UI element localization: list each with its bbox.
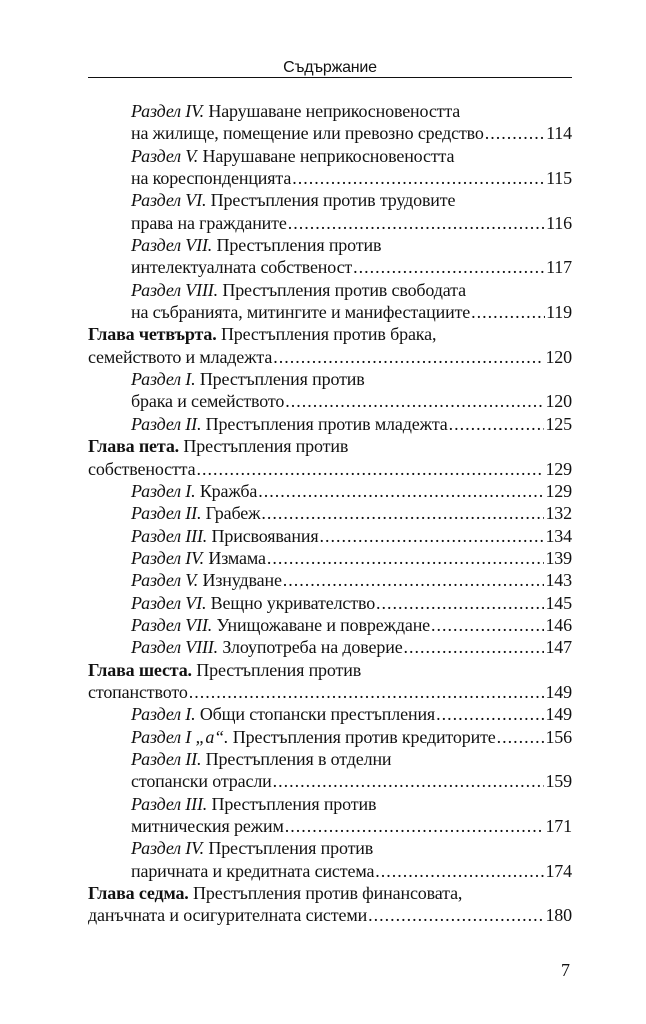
entry-title: Изнудване (202, 570, 282, 591)
page-number: 7 (561, 960, 570, 980)
entry-title: Престъпления против (211, 793, 377, 814)
toc-entry-line (88, 279, 572, 301)
entry-title: Общи стопански престъпления (199, 704, 436, 725)
entry-title-continued: стопанството (88, 681, 188, 702)
dot-leader (436, 703, 544, 725)
entry-title-continued: на кореспонденцията (131, 168, 292, 189)
toc-entry-line (88, 346, 572, 368)
dot-leader (471, 301, 545, 323)
toc-page-number: 120 (545, 391, 572, 412)
toc-page-number: 139 (545, 547, 572, 568)
toc-page-number: 145 (545, 592, 572, 613)
dot-leader (497, 726, 545, 748)
dot-leader (288, 212, 545, 234)
entry-title: Вещно укривателство (210, 592, 376, 613)
dot-leader (285, 390, 544, 412)
toc-entry-line (88, 659, 572, 681)
entry-title: Кражба (199, 480, 258, 501)
dot-leader (375, 860, 544, 882)
toc-entry-line (88, 234, 572, 256)
section-label: Раздел VIII. (131, 279, 218, 300)
dot-leader (353, 256, 545, 278)
entry-title: Грабеж (205, 503, 261, 524)
entry-title-continued: интелектуалната собственост (131, 257, 353, 278)
section-label: Раздел VII. (131, 614, 213, 635)
entry-title: Унищожаване и повреждане (216, 614, 431, 635)
section-label: Раздел II. (131, 748, 202, 769)
chapter-label: Глава четвърта. (88, 324, 217, 345)
toc-entry-line (88, 592, 572, 614)
toc-entry-line (88, 726, 572, 748)
toc-entry-line (88, 770, 572, 792)
toc-page-number: 134 (545, 525, 572, 546)
toc-entry-line (88, 793, 572, 815)
entry-title: Престъпления против (183, 436, 349, 457)
toc-page-number: 146 (545, 614, 572, 635)
dot-leader (258, 480, 544, 502)
toc-entry-line (88, 100, 572, 122)
entry-title: Престъпления против (208, 838, 374, 859)
entry-title: Престъпления против (216, 235, 382, 256)
toc-entry-line (88, 301, 572, 323)
toc-page-number: 120 (545, 346, 572, 367)
toc-entry-line (88, 547, 572, 569)
toc-entry-line (88, 748, 572, 770)
toc-entry-line (88, 502, 572, 524)
toc-entry-line (88, 167, 572, 189)
section-label: Раздел I „а“. (131, 726, 229, 747)
toc-page-number: 149 (545, 681, 572, 702)
entry-title: Престъпления против свободата (222, 279, 466, 300)
toc-page-number: 116 (546, 212, 572, 233)
toc-entry-line (88, 860, 572, 882)
entry-title: Присвоявания (211, 525, 319, 546)
toc-page-number: 129 (545, 480, 572, 501)
entry-title: Престъпления против (199, 369, 365, 390)
section-label: Раздел V. (131, 145, 199, 166)
section-label: Раздел IV. (131, 547, 204, 568)
entry-title: Престъпления против (196, 659, 362, 680)
toc-page-number: 143 (545, 570, 572, 591)
section-label: Раздел VI. (131, 592, 207, 613)
entry-title: Престъпления против младежта (205, 413, 448, 434)
dot-leader (449, 413, 545, 435)
toc-entry-line (88, 904, 572, 926)
section-label: Раздел III. (131, 793, 208, 814)
table-of-contents (88, 100, 572, 927)
toc-entry-line (88, 145, 572, 167)
toc-entry-line (88, 525, 572, 547)
dot-leader (431, 614, 544, 636)
entry-title: Престъпления против кредиторите (232, 726, 496, 747)
entry-title: Престъпления против трудовите (210, 190, 456, 211)
section-label: Раздел VI. (131, 190, 207, 211)
toc-entry-line (88, 122, 572, 144)
entry-title: Нарушаване неприкосновеността (208, 101, 461, 121)
toc-entry-line (88, 815, 572, 837)
toc-page-number: 156 (545, 726, 572, 747)
dot-leader (273, 346, 544, 368)
chapter-label: Глава седма. (88, 883, 189, 904)
toc-entry-line (88, 882, 572, 904)
toc-entry-line (88, 681, 572, 703)
section-label: Раздел I. (131, 480, 196, 501)
toc-entry-line (88, 703, 572, 725)
entry-title-continued: на жилище, помещение или превозно средство (131, 123, 484, 144)
running-header: Съдържание (283, 59, 377, 76)
dot-leader (292, 167, 545, 189)
toc-page-number: 149 (545, 704, 572, 725)
toc-page-number: 159 (545, 771, 572, 792)
entry-title: Престъпления в отделни (205, 748, 392, 769)
dot-leader (283, 569, 545, 591)
toc-page-number: 114 (546, 123, 572, 144)
toc-page-number: 129 (545, 458, 572, 479)
toc-page-number: 125 (545, 413, 572, 434)
section-label: Раздел III. (131, 525, 208, 546)
toc-page-number: 132 (545, 503, 572, 524)
toc-entry-line (88, 569, 572, 591)
section-label: Раздел II. (131, 413, 202, 434)
section-label: Раздел VIII. (131, 637, 218, 658)
entry-title: Злоупотреба на доверие (222, 637, 403, 658)
dot-leader (189, 681, 545, 703)
entry-title-continued: собствеността (88, 458, 196, 479)
header-rule (88, 77, 572, 78)
toc-page-number: 147 (545, 637, 572, 658)
entry-title-continued: данъчната и осигурителната системи (88, 905, 368, 926)
section-label: Раздел V. (131, 570, 199, 591)
toc-entry-line (88, 368, 572, 390)
dot-leader (261, 502, 544, 524)
toc-entry-line (88, 435, 572, 457)
dot-leader (196, 458, 544, 480)
toc-page-number: 171 (545, 816, 572, 836)
entry-title-continued: митническия режим (131, 816, 284, 836)
section-label: Раздел II. (131, 503, 202, 524)
dot-leader (404, 636, 545, 658)
entry-title: Престъпления против брака, (220, 324, 437, 345)
toc-page-number: 180 (545, 905, 572, 926)
entry-title: Престъпления против финансовата, (193, 883, 463, 904)
section-label: Раздел IV. (131, 838, 204, 859)
entry-title-continued: паричната и кредитната система (131, 860, 375, 881)
dot-leader (368, 904, 544, 926)
dot-leader (285, 815, 545, 837)
entry-title: Нарушаване неприкосновеността (202, 145, 455, 166)
toc-entry-line (88, 390, 572, 412)
entry-title-continued: семейството и младежта (88, 346, 273, 367)
toc-entry-line (88, 256, 572, 278)
dot-leader (485, 122, 545, 144)
toc-page-number: 174 (545, 860, 572, 881)
chapter-label: Глава пета. (88, 436, 180, 457)
entry-title-continued: стопански отрасли (131, 771, 272, 792)
toc-page-number: 115 (546, 168, 572, 189)
entry-title: Измама (208, 547, 266, 568)
toc-entry-line (88, 413, 572, 435)
entry-title-continued: на събранията, митингите и манифестациите (131, 302, 471, 323)
dot-leader (273, 770, 545, 792)
section-label: Раздел IV. (131, 101, 204, 121)
section-label: Раздел I. (131, 704, 196, 725)
chapter-label: Глава шеста. (88, 659, 192, 680)
toc-entry-line (88, 837, 572, 859)
section-label: Раздел VII. (131, 235, 213, 256)
toc-entry-line (88, 323, 572, 345)
dot-leader (267, 547, 545, 569)
dot-leader (319, 525, 544, 547)
toc-entry-line (88, 480, 572, 502)
toc-entry-line (88, 636, 572, 658)
toc-entry-line (88, 189, 572, 211)
section-label: Раздел I. (131, 369, 196, 390)
toc-page-number: 117 (546, 257, 572, 278)
entry-title-continued: брака и семейството (131, 391, 285, 412)
toc-page-number: 119 (546, 302, 572, 323)
entry-title-continued: права на гражданите (131, 212, 287, 233)
toc-entry-line (88, 614, 572, 636)
toc-entry-line (88, 212, 572, 234)
toc-entry-line (88, 458, 572, 480)
dot-leader (376, 592, 544, 614)
